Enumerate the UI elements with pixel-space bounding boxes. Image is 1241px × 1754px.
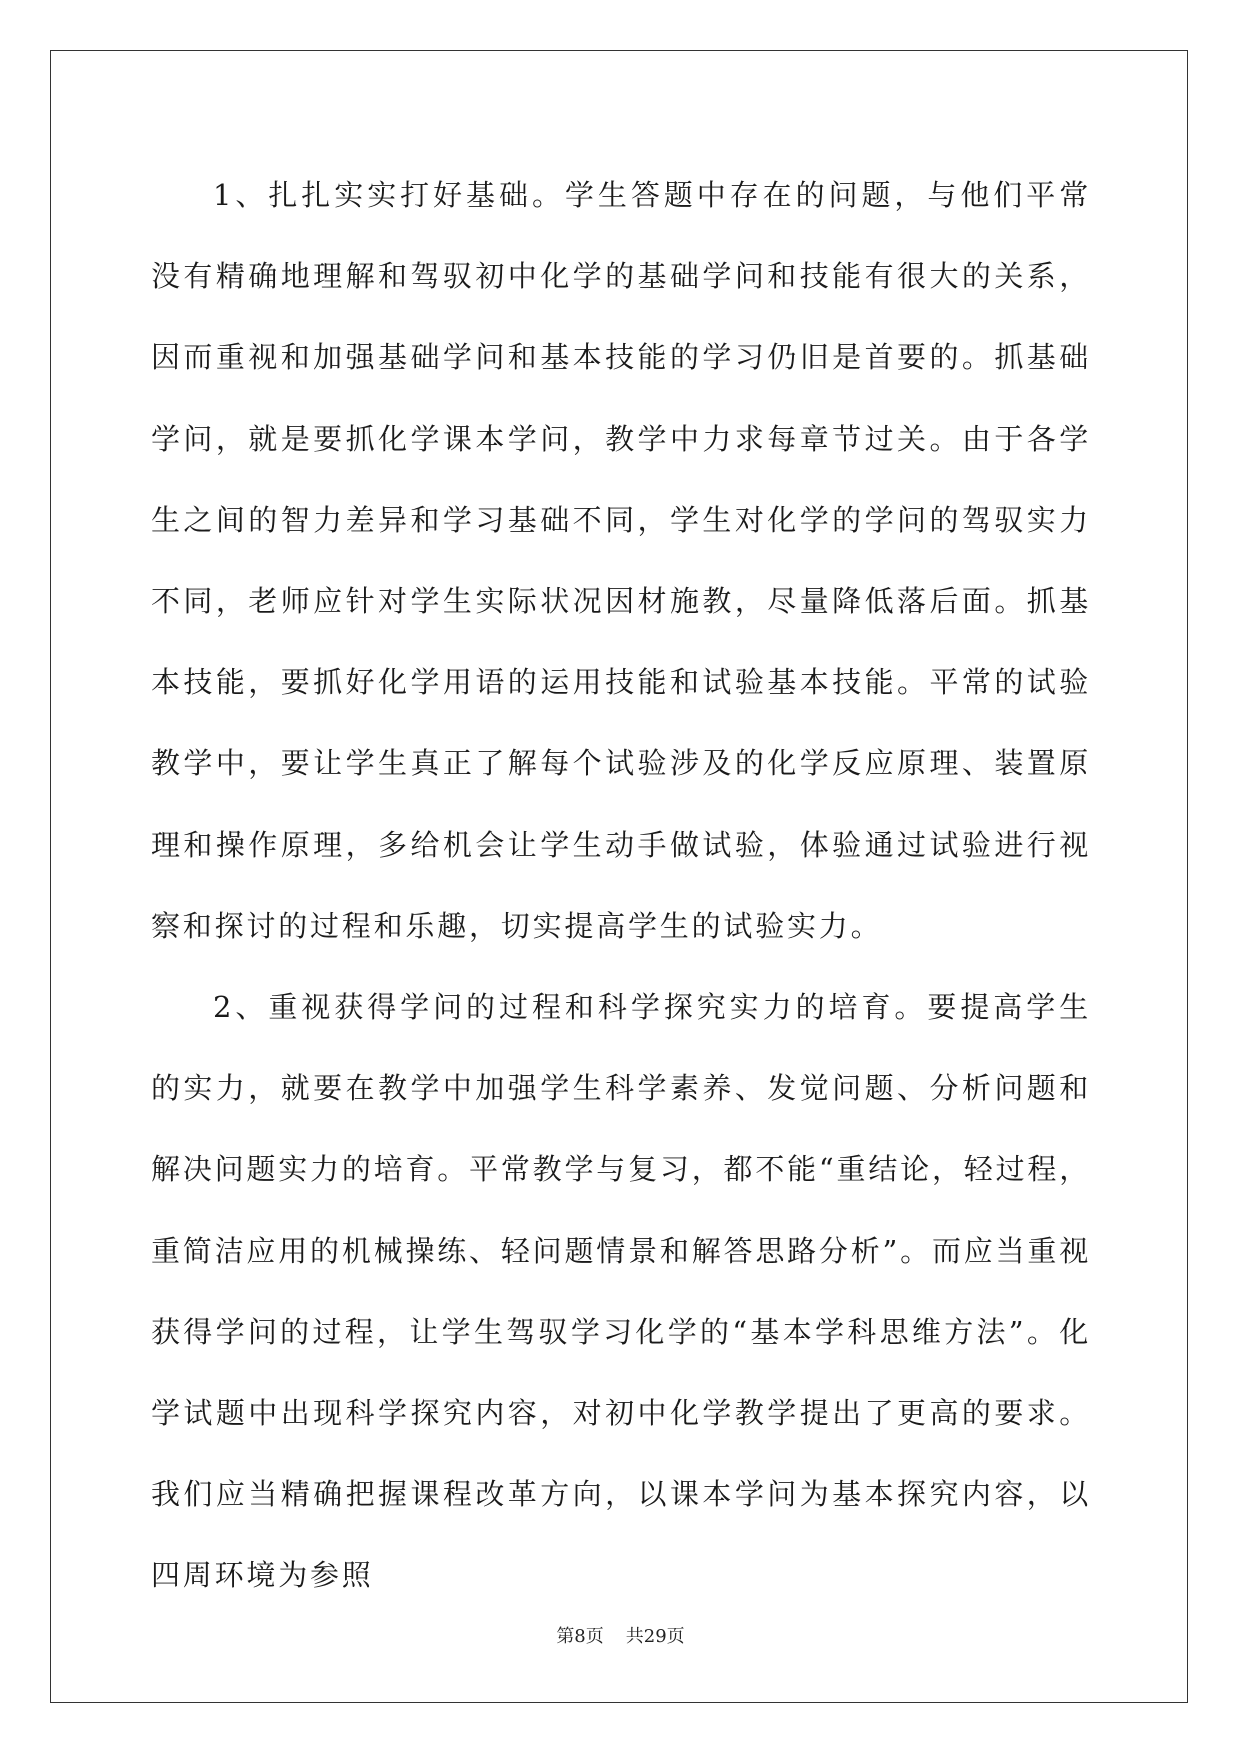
page-total: 共29页 <box>625 1626 685 1647</box>
paragraph-1: 1、扎扎实实打好基础。学生答题中存在的问题，与他们平常没有精确地理解和驾驭初中化学的基础学问和技能有很大的关系，因而重视和加强基础学问和基本技能的学习仍旧是首要的。抓基础学问，就是要抓化学课本学问，教学中力求每章节过关。由于各学生之间的智力差异和学习基础不同，学生对化学的学问的驾驭实力不同，老师应针对学生实际状况因材施教，尽量降低落后面。抓基本技能，要抓好化学用语的运用技能和试验基本技能。平常的试验教学中，要让学生真正了解每个试验涉及的化学反应原理、装置原理和操作原理，多给机会让学生动手做试验，体验通过试验进行视察和探讨的过程和乐趣，切实提高学生的试验实力。 <box>151 178 1091 943</box>
document-body <box>151 155 1091 1617</box>
paragraph-2: 2、重视获得学问的过程和科学探究实力的培育。要提高学生的实力，就要在教学中加强学生科学素养、发觉问题、分析问题和解决问题实力的培育。平常教学与复习，都不能“重结论，轻过程，重简洁应用的机械操练、轻问题情景和解答思路分析”。而应当重视获得学问的过程，让学生驾驭学习化学的“基本学科思维方法”。化学试题中出现科学探究内容，对初中化学教学提出了更高的要求。我们应当精确把握课程改革方向，以课本学问为基本探究内容，以四周环境为参照 <box>151 990 1091 1593</box>
page-footer <box>0 1622 1241 1648</box>
page-number: 第8页 <box>556 1626 604 1647</box>
